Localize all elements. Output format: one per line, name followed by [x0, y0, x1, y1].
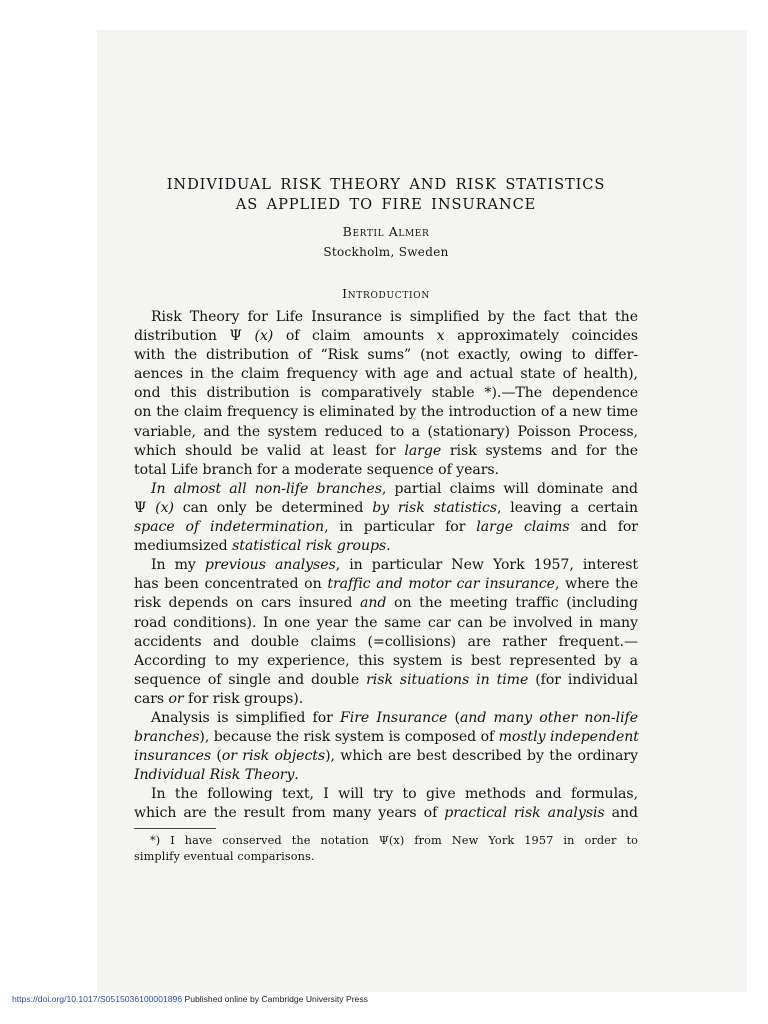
footnote-rule: [134, 828, 216, 829]
section-heading: Introduction: [342, 286, 430, 301]
doi-note: Published online by Cambridge University Press: [182, 994, 368, 1004]
body-line: with the distribution of “Risk sums” (not exactly, owing to differ-: [134, 347, 638, 364]
author-name: Bertil Almer: [342, 224, 430, 239]
body-line: variable, and the system reduced to a (stationary) Poisson Process,: [134, 423, 638, 440]
body-line: aences in the claim frequency with age and actual state of health),: [134, 366, 638, 383]
footnote-line: *) I have conserved the notation Ψ(x) from New York 1957 in order to: [150, 834, 638, 847]
body-line: total Life branch for a moderate sequence of years.: [134, 461, 500, 478]
footnote: [134, 833, 638, 864]
body-line: on the claim frequency is eliminated by the introduction of a new time: [134, 404, 638, 421]
body-line: In the following text, I will try to give methods and formulas,: [151, 786, 638, 803]
doi-footer: [12, 994, 368, 1004]
body-line: has been concentrated on traffic and motor car insurance, where the: [134, 576, 639, 593]
body-line: Individual Risk Theory.: [134, 767, 299, 784]
body-line: Risk Theory for Life Insurance is simplified by the fact that the: [151, 309, 638, 325]
article-title-line-2: AS APPLIED TO FIRE INSURANCE: [235, 195, 537, 213]
body-line: Ψ (x) can only be determined by risk statistics, leaving a certain: [134, 499, 638, 516]
footnote-line: simplify eventual comparisons.: [134, 849, 315, 863]
article-title: [134, 175, 638, 214]
body-line: ond this distribution is comparatively stable *).—The dependence: [134, 385, 638, 402]
body-line: insurances (or risk objects), which are best described by the ordinary: [134, 748, 638, 765]
body-line: branches), because the risk system is composed of mostly independent: [134, 729, 639, 746]
body-line: distribution Ψ (x) of claim amounts x approximately coincides: [134, 328, 639, 345]
body-line: In almost all non-life branches, partial claims will dominate and: [151, 480, 638, 497]
author-location: Stockholm, Sweden: [323, 245, 449, 259]
body-line: which are the result from many years of practical risk analysis and: [134, 805, 638, 822]
body-line: which should be valid at least for large risk systems and for the: [134, 442, 639, 459]
body-text: [134, 308, 638, 824]
body-line: risk depends on cars insured and on the meeting traffic (including: [134, 595, 638, 612]
article-title-line-1: INDIVIDUAL RISK THEORY AND RISK STATISTICS: [166, 176, 606, 193]
body-line: accidents and double claims (=collisions) are rather frequent.—: [134, 633, 638, 650]
body-line: mediumsized statistical risk groups.: [134, 538, 391, 555]
body-line: cars or for risk groups).: [134, 690, 304, 707]
body-line: According to my experience, this system is best represented by a: [134, 652, 638, 669]
body-line: In my previous analyses, in particular New York 1957, interest: [151, 557, 638, 574]
body-line: Analysis is simplified for Fire Insurance (and many other non-life: [151, 709, 639, 726]
body-line: space of indetermination, in particular for large claims and for: [134, 519, 638, 536]
body-line: sequence of single and double risk situations in time (for individual: [134, 671, 638, 688]
body-line: road conditions). In one year the same car can be involved in many: [134, 614, 638, 631]
doi-link[interactable]: https://doi.org/10.1017/S0515036100001896: [12, 994, 183, 1004]
